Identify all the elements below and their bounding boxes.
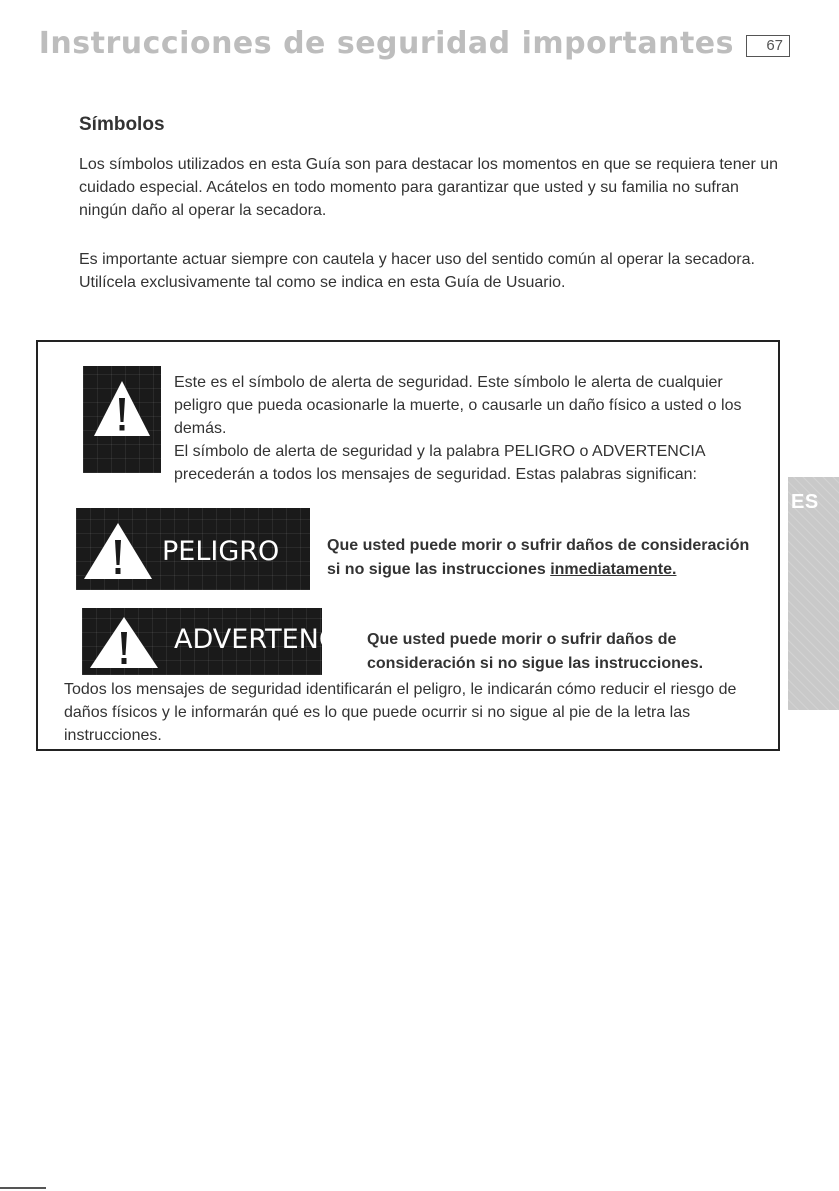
- danger-description-text: Que usted puede morir o sufrir daños de consideración si no sigue las instrucciones: [327, 537, 750, 578]
- danger-emphasis: inmediatamente.: [550, 561, 677, 578]
- danger-badge: [76, 508, 310, 590]
- signal-words-intro: El símbolo de alerta de seguridad y la palabra PELIGRO o ADVERTENCIA precederán a todos los mensajes de seguridad. Estas palabras significan:: [174, 443, 705, 483]
- danger-label: PELIGRO: [162, 536, 280, 567]
- warning-label: ADVERTENCIA: [174, 624, 365, 655]
- page-title: Instrucciones de seguridad importantes: [38, 26, 734, 61]
- language-tab-label: ES: [791, 491, 819, 513]
- safety-alert-symbol: [83, 366, 161, 473]
- safety-messages-footer: Todos los mensajes de seguridad identificarán el peligro, le indicarán cómo reducir el riesgo de daños físicos y le informarán qué es lo que puede ocurrir si no sigue al pie de la letra las instrucciones.: [64, 681, 737, 744]
- caution-paragraph: Es importante actuar siempre con cautela y hacer uso del sentido común al operar la secadora. Utilícela exclusivamente tal como se indica en esta Guía de Usuario.: [79, 251, 755, 291]
- language-tab: [788, 477, 839, 710]
- warning-description: Que usted puede morir o sufrir daños de consideración si no sigue las instrucciones.: [367, 631, 704, 672]
- warning-triangle-icon: [92, 378, 152, 440]
- page-header: [0, 26, 839, 70]
- section-title: Símbolos: [79, 114, 165, 135]
- warning-triangle-icon: [88, 614, 160, 670]
- bottom-rule: [0, 1187, 46, 1189]
- warning-badge: [82, 608, 365, 675]
- safety-symbols-box: [36, 340, 780, 751]
- intro-paragraph: Los símbolos utilizados en esta Guía son para destacar los momentos en que se requiera tener un cuidado especial. Acátelos en todo momento para garantizar que usted y su familia no sufran ningún daño al operar la secadora.: [79, 156, 779, 219]
- danger-description: [327, 534, 757, 582]
- page-number: 67: [746, 35, 790, 57]
- safety-alert-description: Este es el símbolo de alerta de seguridad. Este símbolo le alerta de cualquier peligro que pueda ocasionarle la muerte, o causarle un daño físico a usted o los demás.: [174, 374, 742, 437]
- warning-triangle-icon: [82, 520, 154, 582]
